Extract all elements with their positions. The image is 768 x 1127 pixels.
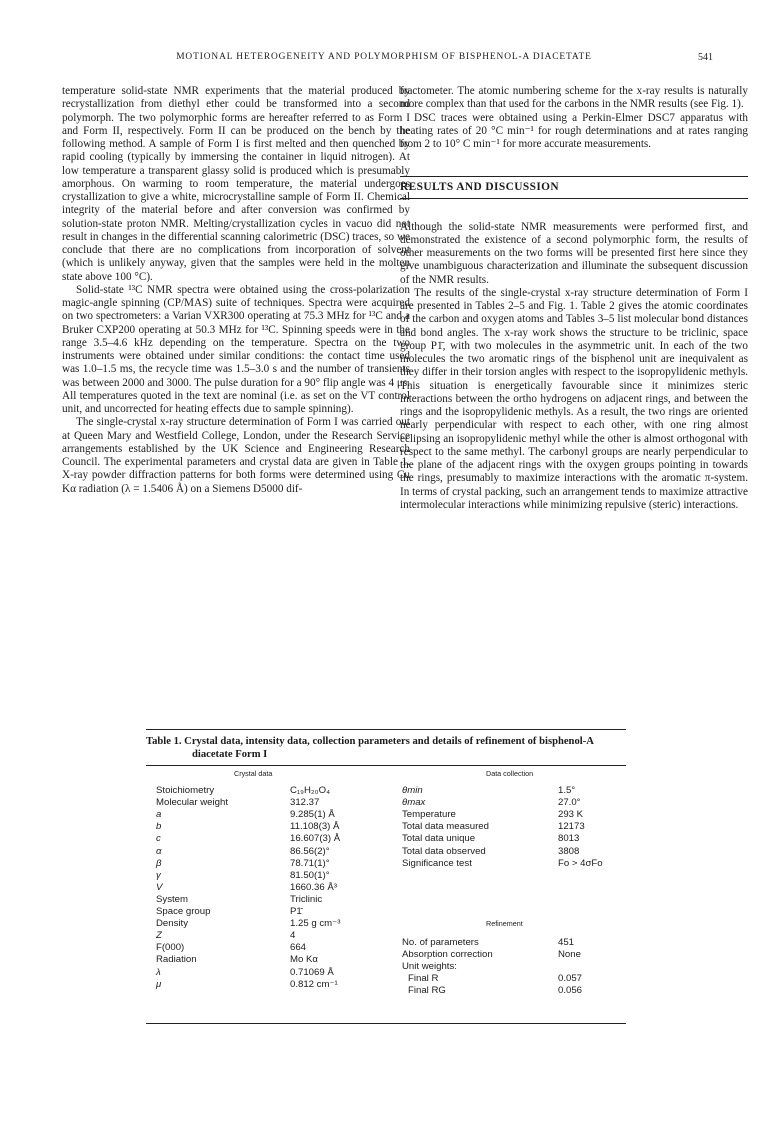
table-row-value: 1.5° xyxy=(558,785,576,796)
table-row-value: None xyxy=(558,949,581,961)
section-heading: RESULTS AND DISCUSSION xyxy=(400,176,748,198)
table-row-label: V xyxy=(156,881,163,893)
table-row-value: 0.056 xyxy=(558,985,583,997)
table-row-value: 9.285(1) Å xyxy=(290,809,335,821)
table-row-value: 293 K xyxy=(558,809,584,821)
table-row-value: 27.0° xyxy=(558,797,581,809)
paragraph: The single-crystal x-ray structure determination of Form I was carried out at Queen Mary and Westfield College, London, under the Research Service arrangements established by the UK Science and Engineering Research Council. The experimental parameters and crystal data are given in Table 1. X-ray powder diffraction patterns for both forms were determined using Cu Kα radiation (λ = 1.5406 Å) on a Siemens D5000 dif- xyxy=(62,416,410,495)
table-row xyxy=(156,833,376,845)
table-row-value: P1̄ xyxy=(290,906,302,917)
table-row-value: 81.50(1)° xyxy=(290,869,330,881)
table-bottom-rule xyxy=(146,1023,626,1024)
left-column xyxy=(62,85,410,496)
table-row-label: Unit weights: xyxy=(402,961,457,973)
table-row-label: α xyxy=(156,845,162,857)
table-row-label: Final R xyxy=(408,973,439,985)
table-row xyxy=(156,858,376,870)
table-row-value: 11.108(3) Å xyxy=(290,821,340,833)
table-row-label: γ xyxy=(156,869,161,881)
table-row-label: θmin xyxy=(402,785,423,796)
table-row xyxy=(402,973,626,985)
table-row xyxy=(402,833,626,845)
table-row-label: β xyxy=(156,857,162,869)
table-row xyxy=(156,930,376,942)
table-row-label: Final RG xyxy=(408,985,446,997)
table-row-label: Absorption correction xyxy=(402,949,493,961)
table-row-label: Z xyxy=(156,930,162,942)
paragraph: DSC traces were obtained using a Perkin-Elmer DSC7 apparatus with heating rates of 20 °C min⁻¹ for rough determinations and at rates ranging from 2 to 10° C min⁻¹ for more accurate measurements. xyxy=(400,111,748,150)
table-row-value: 1660.36 Å³ xyxy=(290,881,337,893)
table-row-label: a xyxy=(156,809,162,821)
crystal-data-heading: Crystal data xyxy=(234,769,273,778)
table-row-label: F(000) xyxy=(156,942,185,954)
table-row xyxy=(402,937,626,949)
paragraph: Solid-state ¹³C NMR spectra were obtained using the cross-polarization magic-angle spinning (CP/MAS) suite of techniques. Spectra were acquired on two spectrometers: a Varian VXR300 operating at 75.3 MHz for ¹³C and a Bruker CXP200 operating at 50.3 MHz for ¹³C. Spinning speeds were in the range 3.5–4.6 kHz depending on the temperature. Spectra on the two instruments were obtained under similar conditions: the contact time used was 1.0–1.5 ms, the recycle time was 1.5–3.0 s and the number of transients was between 2000 and 3000. The pulse duration for a 90° flip angle was 4 μs. All temperatures quoted in the text are nominal (i.e. as set on the VT control unit, and uncorrected for heating effects due to sample spinning). xyxy=(62,283,410,415)
table-row xyxy=(402,846,626,858)
table-row-value: 86.56(2)° xyxy=(290,845,330,857)
table-row xyxy=(156,979,376,991)
table-row-label: Total data observed xyxy=(402,845,486,857)
table-row xyxy=(156,967,376,979)
table-row xyxy=(402,785,626,797)
table-row xyxy=(402,797,626,809)
table-row-label: μ xyxy=(156,978,162,990)
table-row-label: θmax xyxy=(402,797,426,809)
table-row-value: 0.057 xyxy=(558,973,583,985)
table-row-label: c xyxy=(156,833,161,845)
table-row-value: 12173 xyxy=(558,821,585,833)
table-caption: Table 1. Crystal data, intensity data, collection parameters and details of refinement of bisphenol-A diacetate Form I xyxy=(146,736,594,760)
table-row xyxy=(156,797,376,809)
table-row xyxy=(156,954,376,966)
table-row-value: Mo Kα xyxy=(290,954,318,966)
paragraph: temperature solid-state NMR experiments that the material produced by recrystallization from diethyl ether could be transformed into a second polymorph. The two polymorphic forms are hereafter referred to as Form I and Form II, respectively. Form II can be produced on the bench by the following method. A sample of Form I is first melted and then quenched by rapid cooling (typically by immersing the container in liquid nitrogen). At low temperature a transparent glassy solid is produced which is presumably amorphous. On warming to room temperature, the material undergoes crystallization to give a white, microcrystalline sample of Form II. Chemical integrity of the material before and after conversion was confirmed by solution-state proton NMR. Melting/crystallization cycles in vacuo did not result in changes in the differential scanning calorimetric (DSC) traces, so we conclude that there are no complications from incorporation of solvent (which is unlikely anyway, given that the samples were held in the molten state above 100 °C). xyxy=(62,85,410,283)
table-row-label: b xyxy=(156,821,162,833)
table-row-label: No. of parameters xyxy=(402,937,479,948)
table-row-label: Molecular weight xyxy=(156,797,228,809)
table-row xyxy=(156,894,376,906)
table-row-value: Fo > 4σFo xyxy=(558,857,603,869)
table-row xyxy=(402,821,626,833)
data-collection-heading: Data collection xyxy=(486,769,534,778)
table-row-value: 0.71069 Å xyxy=(290,966,334,978)
table-row xyxy=(156,942,376,954)
paragraph: The results of the single-crystal x-ray structure determination of Form I are presented in Tables 2–5 and Fig. 1. Table 2 gives the atomic coordinates of the carbon and oxygen atoms and Tables 3–5 list molecular bond distances and bond angles. The x-ray work shows the structure to be triclinic, space group P1̄, with two molecules in the asymmetric unit. In each of the two molecules the two aromatic rings of the bisphenol unit are inequivalent as they differ in their torsion angles with respect to the isopropylidenic methyls. This situation is energetically favourable since it minimizes steric interactions between the ortho hydrogens on adjacent rings, and between the rings and the isopropylidenic methyls. As a result, the two rings are oriented nearly perpendicular with respect to each other, with one ring almost eclipsing an isopropylidenic methyl while the other is almost orthogonal with respect to the same methyl. The carbonyl groups are nearly perpendicular to the plane of the adjacent rings with the oxygen groups pointing in towards the rings, presumably to maximize interactions with the aromatic π-system. In terms of crystal packing, such an arrangement tends to maximize attractive intermolecular interactions while minimizing repulsive (steric) interactions. xyxy=(400,286,748,511)
table-row xyxy=(402,809,626,821)
table-row-label: Significance test xyxy=(402,857,472,869)
table-row-value: 78.71(1)° xyxy=(290,857,330,869)
table-row-value: 0.812 cm⁻¹ xyxy=(290,978,338,990)
table-row-label: Space group xyxy=(156,906,211,917)
table-row-label: Temperature xyxy=(402,809,456,821)
running-title: MOTIONAL HETEROGENEITY AND POLYMORPHISM OF BISPHENOL-A DIACETATE xyxy=(176,52,592,62)
table-row-label: Total data unique xyxy=(402,833,476,845)
table-row-value: 16.607(3) Å xyxy=(290,833,341,845)
table-row-value: C₁₉H₂₀O₄ xyxy=(290,785,330,796)
table-row xyxy=(156,918,376,930)
table-row-label: Radiation xyxy=(156,954,197,966)
table-row xyxy=(156,846,376,858)
table-row xyxy=(156,785,376,797)
table-row-value: 664 xyxy=(290,942,307,954)
table-row-label: Stoichiometry xyxy=(156,785,215,796)
table-row xyxy=(156,906,376,918)
table-top-rule xyxy=(146,729,626,730)
table-row-value: Triclinic xyxy=(290,893,323,905)
table-row-label: Density xyxy=(156,918,188,930)
refinement-heading: Refinement xyxy=(486,919,523,928)
table-row-value: 8013 xyxy=(558,833,580,845)
table-row xyxy=(402,985,626,997)
table-row xyxy=(156,882,376,894)
table-row xyxy=(156,821,376,833)
table-row xyxy=(156,870,376,882)
page-number: 541 xyxy=(698,52,713,63)
table-row xyxy=(156,809,376,821)
table-row-value: 312.37 xyxy=(290,797,320,809)
table-row-value: 3808 xyxy=(558,845,580,857)
paragraph: fractometer. The atomic numbering scheme for the x-ray results is naturally more complex than that used for the carbons in the NMR results (see Fig. 1). xyxy=(400,85,748,111)
table-row-value: 4 xyxy=(290,930,296,942)
table-header-rule xyxy=(146,765,626,766)
right-column xyxy=(400,85,748,512)
table-row-label: λ xyxy=(156,966,161,978)
table-row-value: 1.25 g cm⁻³ xyxy=(290,918,341,930)
table-1 xyxy=(146,729,626,997)
table-row-label: System xyxy=(156,893,188,905)
paragraph: Although the solid-state NMR measurements were performed first, and demonstrated the existence of a second polymorphic form, the results of other measurements on the two forms will be presented first here since they give unambiguous characterization and illuminate the subsequent discussion of the NMR results. xyxy=(400,220,748,286)
table-row xyxy=(402,858,626,870)
table-row xyxy=(402,949,626,961)
table-row-label: Total data measured xyxy=(402,821,489,833)
table-row xyxy=(402,961,626,973)
table-row-value: 451 xyxy=(558,937,575,948)
